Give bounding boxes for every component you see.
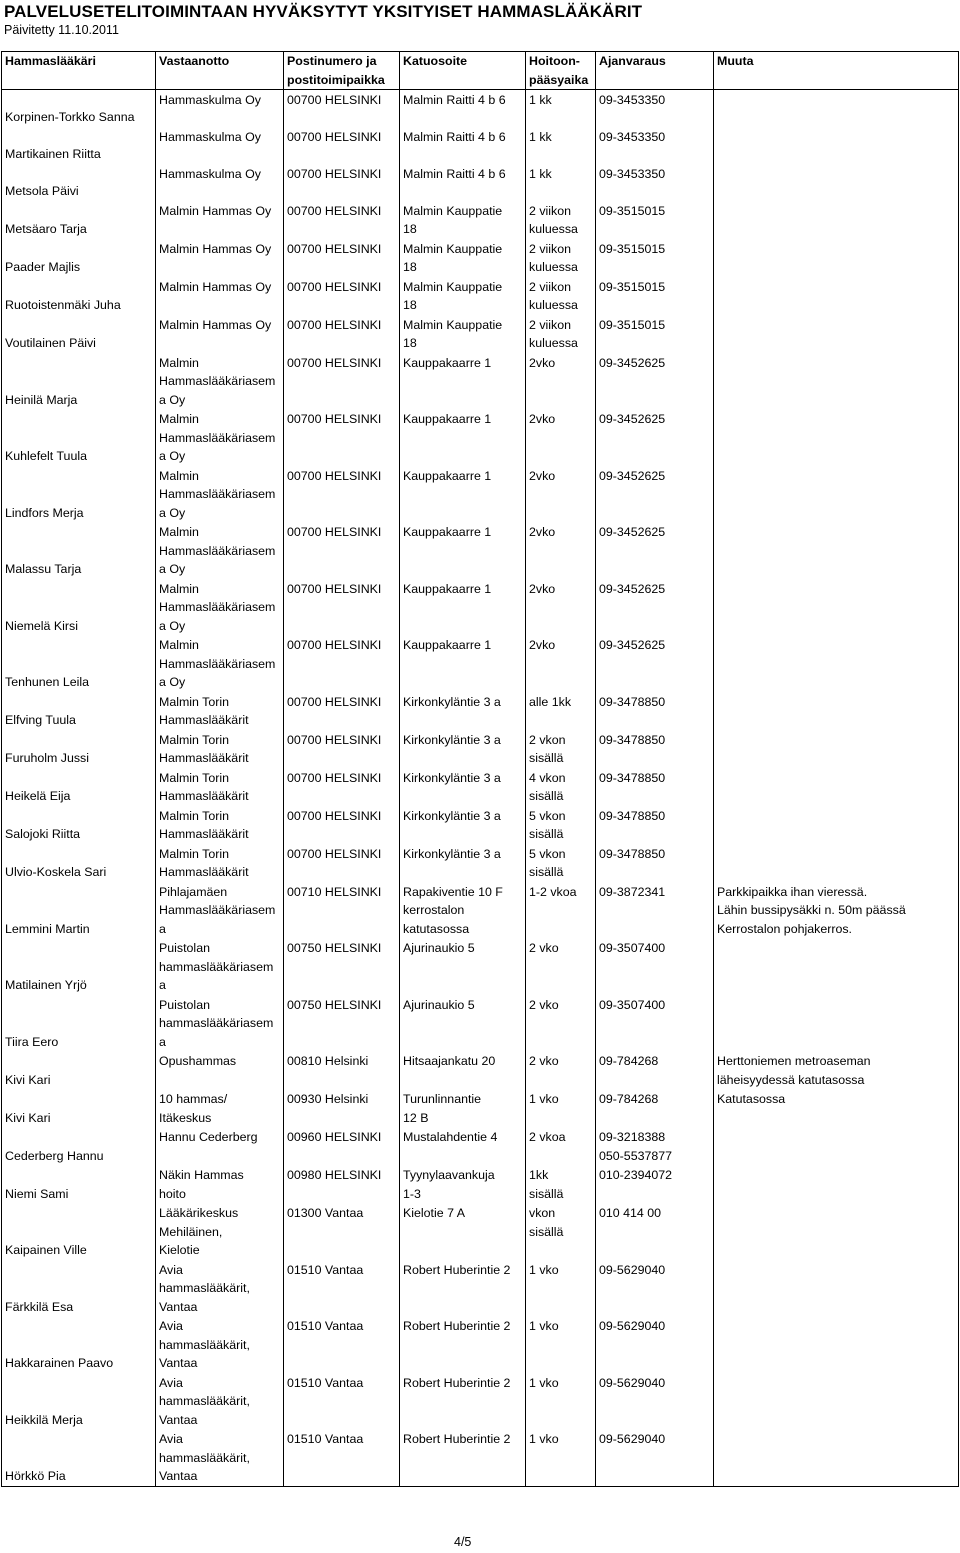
- notes-cell: [714, 90, 959, 127]
- phone-cell: 09-3507400: [596, 938, 714, 995]
- dentist-cell: Tiira Eero: [2, 995, 156, 1052]
- address-cell: Turunlinnantie 12 B: [400, 1089, 526, 1127]
- table-row: [2, 201, 959, 239]
- clinic-cell: Malmin Hammaslääkäriasem a Oy: [156, 635, 284, 692]
- postal-cell: 01510 Vantaa: [284, 1260, 400, 1317]
- notes-cell: [714, 1165, 959, 1203]
- dentist-cell: Hakkarainen Paavo: [2, 1316, 156, 1373]
- phone-cell: 09-5629040: [596, 1429, 714, 1486]
- dentist-cell: Malassu Tarja: [2, 522, 156, 579]
- address-cell: Kauppakaarre 1: [400, 635, 526, 692]
- clinic-cell: Puistolan hammaslääkäriasem a: [156, 938, 284, 995]
- clinic-cell: Malmin Hammas Oy: [156, 277, 284, 315]
- address-cell: Kielotie 7 A: [400, 1203, 526, 1260]
- dentist-cell: Kivi Kari: [2, 1051, 156, 1089]
- notes-cell: [714, 730, 959, 768]
- clinic-cell: 10 hammas/ Itäkeskus: [156, 1089, 284, 1127]
- wait-time-cell: 1 kk: [526, 164, 596, 201]
- wait-time-cell: 2 viikon kuluessa: [526, 315, 596, 353]
- dentist-cell: Matilainen Yrjö: [2, 938, 156, 995]
- address-cell: Ajurinaukio 5: [400, 995, 526, 1052]
- table-row: [2, 995, 959, 1052]
- address-cell: Kirkonkyläntie 3 a: [400, 844, 526, 882]
- table-row: [2, 1260, 959, 1317]
- address-cell: Malmin Kauppatie 18: [400, 315, 526, 353]
- clinic-cell: Avia hammaslääkärit, Vantaa: [156, 1429, 284, 1486]
- address-cell: Malmin Kauppatie 18: [400, 201, 526, 239]
- dentist-cell: Voutilainen Päivi: [2, 315, 156, 353]
- table-row: [2, 315, 959, 353]
- phone-cell: 09-3478850: [596, 768, 714, 806]
- table-row: [2, 692, 959, 730]
- notes-cell: [714, 315, 959, 353]
- notes-cell: [714, 1260, 959, 1317]
- clinic-cell: Hammaskulma Oy: [156, 90, 284, 127]
- clinic-cell: Malmin Torin Hammaslääkärit: [156, 844, 284, 882]
- table-row: [2, 90, 959, 127]
- dentist-cell: Ruotoistenmäki Juha: [2, 277, 156, 315]
- postal-cell: 00700 HELSINKI: [284, 277, 400, 315]
- notes-cell: Herttoniemen metroaseman läheisyydessä katutasossa: [714, 1051, 959, 1089]
- dentist-cell: Kaipainen Ville: [2, 1203, 156, 1260]
- notes-cell: [714, 127, 959, 164]
- notes-cell: [714, 844, 959, 882]
- address-cell: Mustalahdentie 4: [400, 1127, 526, 1165]
- dentist-cell: Heikelä Eija: [2, 768, 156, 806]
- clinic-cell: Puistolan hammaslääkäriasem a: [156, 995, 284, 1052]
- phone-cell: 09-3872341: [596, 882, 714, 939]
- address-cell: Kirkonkyläntie 3 a: [400, 768, 526, 806]
- page-number: 4/5: [454, 1535, 472, 1549]
- address-cell: Kauppakaarre 1: [400, 353, 526, 410]
- clinic-cell: Malmin Hammas Oy: [156, 239, 284, 277]
- dentist-table: [1, 51, 959, 1487]
- wait-time-cell: 2 vkoa: [526, 1127, 596, 1165]
- phone-cell: 09-3453350: [596, 127, 714, 164]
- postal-cell: 00700 HELSINKI: [284, 164, 400, 201]
- notes-cell: [714, 1127, 959, 1165]
- wait-time-cell: 1 vko: [526, 1089, 596, 1127]
- postal-cell: 00960 HELSINKI: [284, 1127, 400, 1165]
- wait-time-cell: 2vko: [526, 579, 596, 636]
- phone-cell: 09-3507400: [596, 995, 714, 1052]
- table-row: [2, 844, 959, 882]
- wait-time-cell: 5 vkon sisällä: [526, 806, 596, 844]
- postal-cell: 00700 HELSINKI: [284, 730, 400, 768]
- column-header: Vastaanotto: [156, 52, 284, 90]
- address-cell: Malmin Raitti 4 b 6: [400, 164, 526, 201]
- wait-time-cell: 2 viikon kuluessa: [526, 239, 596, 277]
- address-cell: Kauppakaarre 1: [400, 522, 526, 579]
- phone-cell: 09-784268: [596, 1089, 714, 1127]
- clinic-cell: Avia hammaslääkärit, Vantaa: [156, 1260, 284, 1317]
- clinic-cell: Malmin Hammaslääkäriasem a Oy: [156, 579, 284, 636]
- table-row: [2, 1165, 959, 1203]
- phone-cell: 09-3452625: [596, 466, 714, 523]
- table-row: [2, 635, 959, 692]
- column-header: Ajanvaraus: [596, 52, 714, 90]
- table-row: [2, 730, 959, 768]
- postal-cell: 01510 Vantaa: [284, 1429, 400, 1486]
- phone-cell: 09-3478850: [596, 844, 714, 882]
- phone-cell: 09-3452625: [596, 635, 714, 692]
- table-row: [2, 1316, 959, 1373]
- table-row: [2, 1373, 959, 1430]
- wait-time-cell: 1 vko: [526, 1260, 596, 1317]
- clinic-cell: Malmin Hammas Oy: [156, 315, 284, 353]
- wait-time-cell: vkon sisällä: [526, 1203, 596, 1260]
- wait-time-cell: 1 kk: [526, 90, 596, 127]
- postal-cell: 01510 Vantaa: [284, 1316, 400, 1373]
- address-cell: Kauppakaarre 1: [400, 579, 526, 636]
- dentist-cell: Tenhunen Leila: [2, 635, 156, 692]
- dentist-cell: Niemelä Kirsi: [2, 579, 156, 636]
- address-cell: Rapakiventie 10 F kerrostalon katutasossa: [400, 882, 526, 939]
- table-row: [2, 1051, 959, 1089]
- wait-time-cell: 2 viikon kuluessa: [526, 201, 596, 239]
- clinic-cell: Näkin Hammas hoito: [156, 1165, 284, 1203]
- column-header: Muuta: [714, 52, 959, 90]
- notes-cell: [714, 635, 959, 692]
- postal-cell: 00980 HELSINKI: [284, 1165, 400, 1203]
- postal-cell: 00700 HELSINKI: [284, 201, 400, 239]
- clinic-cell: Lääkärikeskus Mehiläinen, Kielotie: [156, 1203, 284, 1260]
- clinic-cell: Malmin Torin Hammaslääkärit: [156, 730, 284, 768]
- address-cell: Kauppakaarre 1: [400, 466, 526, 523]
- dentist-cell: Paader Majlis: [2, 239, 156, 277]
- clinic-cell: Malmin Hammaslääkäriasem a Oy: [156, 466, 284, 523]
- notes-cell: [714, 1373, 959, 1430]
- address-cell: Tyynylaavankuja 1-3: [400, 1165, 526, 1203]
- address-cell: Hitsaajankatu 20: [400, 1051, 526, 1089]
- dentist-cell: Lemmini Martin: [2, 882, 156, 939]
- wait-time-cell: 2vko: [526, 409, 596, 466]
- dentist-cell: Metsäaro Tarja: [2, 201, 156, 239]
- table-row: [2, 882, 959, 939]
- wait-time-cell: 2 vko: [526, 1051, 596, 1089]
- wait-time-cell: 2 vko: [526, 938, 596, 995]
- notes-cell: [714, 466, 959, 523]
- phone-cell: 010 414 00: [596, 1203, 714, 1260]
- notes-cell: [714, 409, 959, 466]
- clinic-cell: Hammaskulma Oy: [156, 164, 284, 201]
- table-row: [2, 768, 959, 806]
- postal-cell: 01300 Vantaa: [284, 1203, 400, 1260]
- wait-time-cell: 2vko: [526, 635, 596, 692]
- table-row: [2, 1127, 959, 1165]
- phone-cell: 09-5629040: [596, 1373, 714, 1430]
- clinic-cell: Malmin Hammaslääkäriasem a Oy: [156, 353, 284, 410]
- notes-cell: [714, 938, 959, 995]
- wait-time-cell: 1kk sisällä: [526, 1165, 596, 1203]
- address-cell: Malmin Kauppatie 18: [400, 239, 526, 277]
- wait-time-cell: 2 viikon kuluessa: [526, 277, 596, 315]
- dentist-cell: Elfving Tuula: [2, 692, 156, 730]
- dentist-cell: Kivi Kari: [2, 1089, 156, 1127]
- wait-time-cell: 2vko: [526, 353, 596, 410]
- dentist-cell: Cederberg Hannu: [2, 1127, 156, 1165]
- notes-cell: [714, 1429, 959, 1486]
- notes-cell: [714, 692, 959, 730]
- address-cell: Kirkonkyläntie 3 a: [400, 730, 526, 768]
- postal-cell: 00700 HELSINKI: [284, 90, 400, 127]
- notes-cell: [714, 201, 959, 239]
- clinic-cell: Malmin Hammaslääkäriasem a Oy: [156, 522, 284, 579]
- clinic-cell: Malmin Torin Hammaslääkärit: [156, 806, 284, 844]
- dentist-cell: Niemi Sami: [2, 1165, 156, 1203]
- notes-cell: [714, 353, 959, 410]
- postal-cell: 00700 HELSINKI: [284, 579, 400, 636]
- address-cell: Robert Huberintie 2: [400, 1260, 526, 1317]
- notes-cell: [714, 768, 959, 806]
- clinic-cell: Opushammas: [156, 1051, 284, 1089]
- phone-cell: 010-2394072: [596, 1165, 714, 1203]
- dentist-cell: Lindfors Merja: [2, 466, 156, 523]
- wait-time-cell: alle 1kk: [526, 692, 596, 730]
- dentist-cell: Färkkilä Esa: [2, 1260, 156, 1317]
- address-cell: Malmin Raitti 4 b 6: [400, 127, 526, 164]
- wait-time-cell: 5 vkon sisällä: [526, 844, 596, 882]
- table-row: [2, 353, 959, 410]
- postal-cell: 00700 HELSINKI: [284, 466, 400, 523]
- dentist-cell: Heikkilä Merja: [2, 1373, 156, 1430]
- address-cell: Robert Huberintie 2: [400, 1373, 526, 1430]
- table-row: [2, 1429, 959, 1486]
- postal-cell: 00700 HELSINKI: [284, 692, 400, 730]
- phone-cell: 09-5629040: [596, 1260, 714, 1317]
- column-header: Postinumero ja postitoimipaikka: [284, 52, 400, 90]
- wait-time-cell: 2 vkon sisällä: [526, 730, 596, 768]
- table-row: [2, 164, 959, 201]
- postal-cell: 01510 Vantaa: [284, 1373, 400, 1430]
- table-row: [2, 522, 959, 579]
- dentist-cell: Kuhlefelt Tuula: [2, 409, 156, 466]
- notes-cell: [714, 806, 959, 844]
- postal-cell: 00750 HELSINKI: [284, 938, 400, 995]
- phone-cell: 09-3515015: [596, 239, 714, 277]
- column-header: Hammaslääkäri: [2, 52, 156, 90]
- dentist-cell: Salojoki Riitta: [2, 806, 156, 844]
- postal-cell: 00700 HELSINKI: [284, 806, 400, 844]
- table-row: [2, 239, 959, 277]
- table-row: [2, 127, 959, 164]
- notes-cell: [714, 277, 959, 315]
- notes-cell: [714, 522, 959, 579]
- wait-time-cell: 4 vkon sisällä: [526, 768, 596, 806]
- dentist-cell: Korpinen-Torkko Sanna: [2, 90, 156, 127]
- column-header: Katuosoite: [400, 52, 526, 90]
- postal-cell: 00810 Helsinki: [284, 1051, 400, 1089]
- notes-cell: [714, 1316, 959, 1373]
- postal-cell: 00710 HELSINKI: [284, 882, 400, 939]
- phone-cell: 09-3452625: [596, 579, 714, 636]
- postal-cell: 00700 HELSINKI: [284, 522, 400, 579]
- updated-date: Päivitetty 11.10.2011: [4, 23, 119, 37]
- table-row: [2, 409, 959, 466]
- clinic-cell: Pihlajamäen Hammaslääkäriasem a: [156, 882, 284, 939]
- notes-cell: [714, 239, 959, 277]
- clinic-cell: Hannu Cederberg: [156, 1127, 284, 1165]
- address-cell: Malmin Raitti 4 b 6: [400, 90, 526, 127]
- postal-cell: 00700 HELSINKI: [284, 127, 400, 164]
- table-row: [2, 806, 959, 844]
- clinic-cell: Malmin Torin Hammaslääkärit: [156, 768, 284, 806]
- phone-cell: 09-3515015: [596, 277, 714, 315]
- document-title: PALVELUSETELITOIMINTAAN HYVÄKSYTYT YKSITYISET HAMMASLÄÄKÄRIT: [4, 2, 643, 21]
- address-cell: Kirkonkyläntie 3 a: [400, 806, 526, 844]
- dentist-cell: Martikainen Riitta: [2, 127, 156, 164]
- address-cell: Robert Huberintie 2: [400, 1316, 526, 1373]
- dentist-cell: Heinilä Marja: [2, 353, 156, 410]
- dentist-cell: Furuholm Jussi: [2, 730, 156, 768]
- notes-cell: [714, 995, 959, 1052]
- notes-cell: [714, 164, 959, 201]
- postal-cell: 00700 HELSINKI: [284, 844, 400, 882]
- clinic-cell: Avia hammaslääkärit, Vantaa: [156, 1316, 284, 1373]
- phone-cell: 09-784268: [596, 1051, 714, 1089]
- phone-cell: 09-3453350: [596, 90, 714, 127]
- phone-cell: 09-3452625: [596, 409, 714, 466]
- postal-cell: 00930 Helsinki: [284, 1089, 400, 1127]
- phone-cell: 09-3452625: [596, 353, 714, 410]
- postal-cell: 00700 HELSINKI: [284, 635, 400, 692]
- wait-time-cell: 1 vko: [526, 1373, 596, 1430]
- dentist-cell: Metsola Päivi: [2, 164, 156, 201]
- table-header-row: [2, 52, 959, 90]
- address-cell: Ajurinaukio 5: [400, 938, 526, 995]
- clinic-cell: Hammaskulma Oy: [156, 127, 284, 164]
- wait-time-cell: 1 vko: [526, 1316, 596, 1373]
- table-row: [2, 938, 959, 995]
- notes-cell: [714, 579, 959, 636]
- table-row: [2, 277, 959, 315]
- address-cell: Kauppakaarre 1: [400, 409, 526, 466]
- phone-cell: 09-3478850: [596, 806, 714, 844]
- wait-time-cell: 1 kk: [526, 127, 596, 164]
- address-cell: Robert Huberintie 2: [400, 1429, 526, 1486]
- column-header: Hoitoon- pääsyaika: [526, 52, 596, 90]
- wait-time-cell: 1-2 vkoa: [526, 882, 596, 939]
- clinic-cell: Malmin Hammas Oy: [156, 201, 284, 239]
- postal-cell: 00700 HELSINKI: [284, 768, 400, 806]
- postal-cell: 00750 HELSINKI: [284, 995, 400, 1052]
- wait-time-cell: 2 vko: [526, 995, 596, 1052]
- address-cell: Kirkonkyläntie 3 a: [400, 692, 526, 730]
- notes-cell: Katutasossa: [714, 1089, 959, 1127]
- postal-cell: 00700 HELSINKI: [284, 353, 400, 410]
- phone-cell: 09-3478850: [596, 692, 714, 730]
- phone-cell: 09-3218388 050-5537877: [596, 1127, 714, 1165]
- clinic-cell: Malmin Torin Hammaslääkärit: [156, 692, 284, 730]
- wait-time-cell: 1 vko: [526, 1429, 596, 1486]
- phone-cell: 09-3515015: [596, 315, 714, 353]
- notes-cell: Parkkipaikka ihan vieressä. Lähin bussipysäkki n. 50m päässä Kerrostalon pohjakerros.: [714, 882, 959, 939]
- wait-time-cell: 2vko: [526, 466, 596, 523]
- table-row: [2, 1203, 959, 1260]
- table-row: [2, 579, 959, 636]
- postal-cell: 00700 HELSINKI: [284, 409, 400, 466]
- wait-time-cell: 2vko: [526, 522, 596, 579]
- clinic-cell: Avia hammaslääkärit, Vantaa: [156, 1373, 284, 1430]
- table-row: [2, 466, 959, 523]
- clinic-cell: Malmin Hammaslääkäriasem a Oy: [156, 409, 284, 466]
- phone-cell: 09-3478850: [596, 730, 714, 768]
- phone-cell: 09-3452625: [596, 522, 714, 579]
- postal-cell: 00700 HELSINKI: [284, 239, 400, 277]
- table-row: [2, 1089, 959, 1127]
- dentist-cell: Ulvio-Koskela Sari: [2, 844, 156, 882]
- postal-cell: 00700 HELSINKI: [284, 315, 400, 353]
- address-cell: Malmin Kauppatie 18: [400, 277, 526, 315]
- phone-cell: 09-3515015: [596, 201, 714, 239]
- phone-cell: 09-3453350: [596, 164, 714, 201]
- notes-cell: [714, 1203, 959, 1260]
- phone-cell: 09-5629040: [596, 1316, 714, 1373]
- dentist-cell: Hörkkö Pia: [2, 1429, 156, 1486]
